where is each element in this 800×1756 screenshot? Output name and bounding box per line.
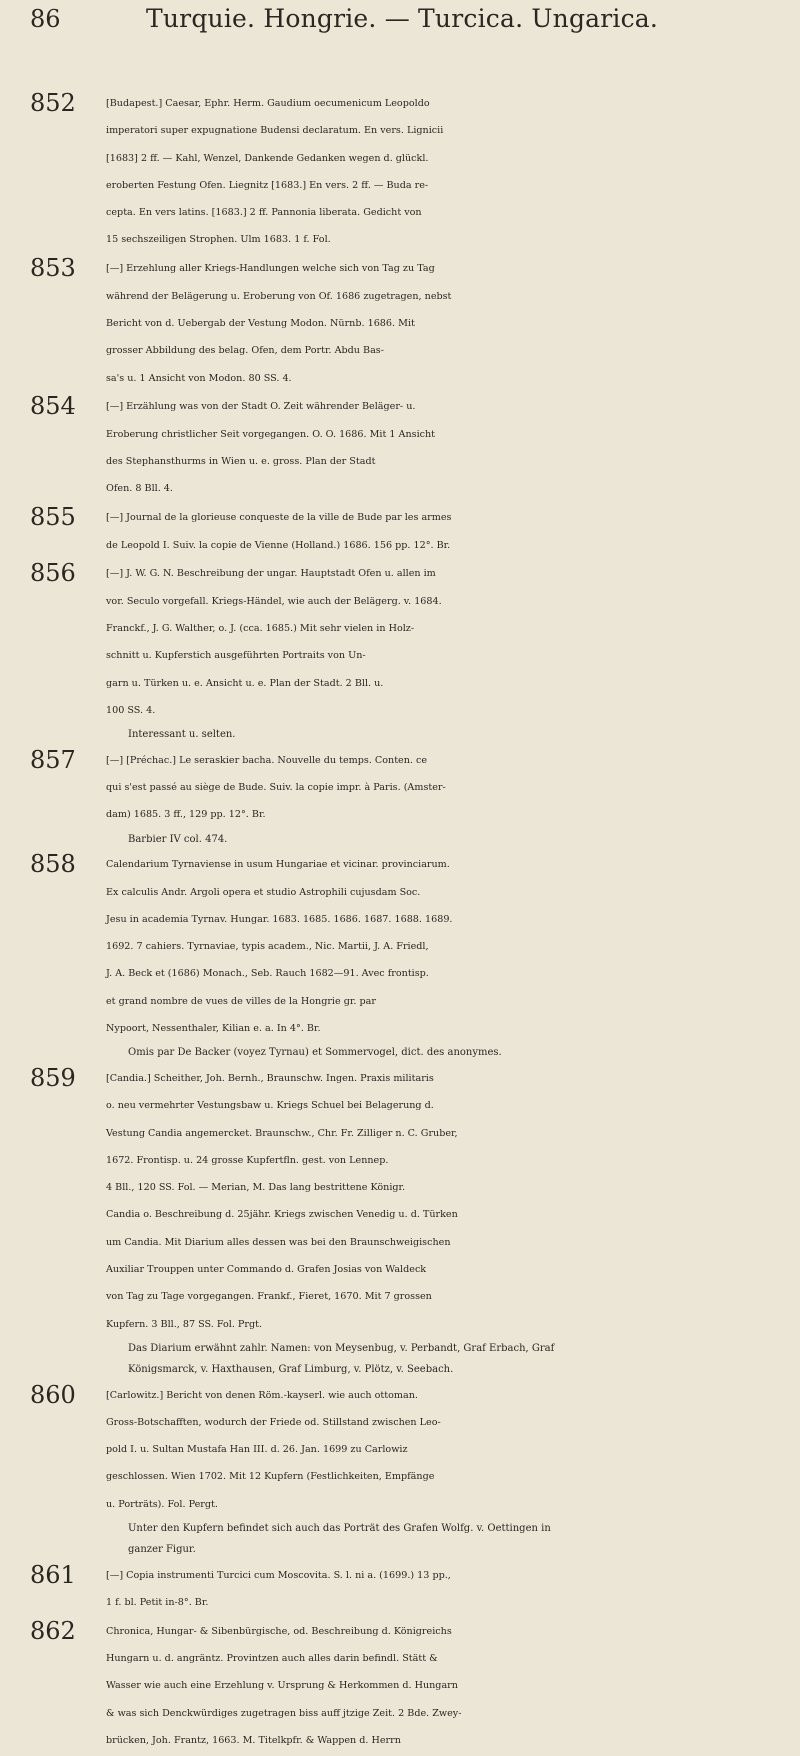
entry-text-line: Jesu in academia Tyrnav. Hungar. 1683. 1685. 1686. 1687. 1688. 1689. [106, 913, 453, 925]
entry-text-line: cepta. En vers latins. [1683.] 2 ff. Pannonia liberata. Gedicht von [106, 207, 422, 219]
entry-body [106, 1382, 776, 1560]
entry-text-line: des Stephansthurms in Wien u. e. gross. Plan der Stadt [106, 456, 376, 468]
entry-text-line: [—] [Préchac.] Le seraskier bacha. Nouvelle du temps. Conten. ce [106, 754, 428, 766]
entry-text-line: 1672. Frontisp. u. 24 grosse Kupfertfln. gest. von Lennep. [106, 1154, 389, 1166]
entry-body [106, 90, 776, 254]
entry-text-line: von Tag zu Tage vorgegangen. Frankf., Fieret, 1670. Mit 7 grossen [106, 1291, 432, 1303]
catalog-entry [0, 851, 800, 1063]
catalog-entries [0, 90, 800, 1756]
entry-text-line: eroberten Festung Ofen. Liegnitz [1683.] En vers. 2 ff. — Buda re- [106, 179, 429, 191]
entry-number: 861 [30, 1560, 76, 1589]
entry-text-line: garn u. Türken u. e. Ansicht u. e. Plan der Stadt. 2 Bll. u. [106, 677, 384, 689]
entry-text-line: imperatori super expugnatione Budensi declaratum. En vers. Lignicii [106, 125, 444, 137]
entry-text-line: [Budapest.] Caesar, Ephr. Herm. Gaudium oecumenicum Leopoldo [106, 98, 430, 109]
entry-body [106, 1065, 776, 1380]
entry-text-line: [—] J. W. G. N. Beschreibung der ungar. Hauptstadt Ofen u. allen im [106, 568, 436, 580]
entry-text-line: 1 f. bl. Petit in-8°. Br. [106, 1596, 209, 1608]
entry-text-line: 15 sechszeiligen Strophen. Ulm 1683. 1 f. Fol. [106, 234, 331, 246]
catalog-entry [0, 504, 800, 559]
entry-note: Königsmarck, v. Haxthausen, Graf Limburg, v. Plötz, v. Seebach. [128, 1363, 454, 1375]
entry-text-line: schnitt u. Kupferstich ausgeführten Portraits von Un- [106, 650, 366, 662]
catalog-entry [0, 1618, 800, 1754]
entry-body [106, 747, 776, 850]
entry-number: 857 [30, 745, 76, 774]
entry-number: 853 [30, 254, 76, 283]
entry-number: 860 [30, 1380, 76, 1409]
entry-text-line: u. Porträts). Fol. Pergt. [106, 1498, 218, 1510]
catalog-entry [0, 90, 800, 254]
entry-text-line: Eroberung christlicher Seit vorgegangen. O. O. 1686. Mit 1 Ansicht [106, 428, 436, 440]
entry-text-line: 1692. 7 cahiers. Tyrnaviae, typis academ., Nic. Martii, J. A. Friedl, [106, 941, 429, 953]
catalog-entry [0, 393, 800, 502]
entry-text-line: vor. Seculo vorgefall. Kriegs-Händel, wie auch der Belägerg. v. 1684. [106, 595, 442, 607]
page-header [0, 4, 800, 64]
entry-text-line: [—] Erzählung was von der Stadt O. Zeit währender Beläger- u. [106, 401, 416, 413]
entry-body [106, 1618, 776, 1754]
catalog-entry [0, 1065, 800, 1380]
entry-text-line: Hungarn u. d. angräntz. Provintzen auch alles darin befindl. Stätt & [106, 1653, 438, 1665]
entry-number: 856 [30, 559, 76, 588]
entry-text-line: J. A. Beck et (1686) Monach., Seb. Rauch 1682—91. Avec frontisp. [106, 968, 429, 980]
entry-number: 852 [30, 89, 76, 117]
entry-number: 858 [30, 850, 76, 879]
entry-text-line: Nypoort, Nessenthaler, Kilian e. a. In 4°. Br. [106, 1023, 321, 1035]
entry-text-line: um Candia. Mit Diarium alles dessen was bei den Braunschweigischen [106, 1236, 451, 1248]
entry-note: Barbier IV col. 474. [128, 833, 228, 845]
entry-text-line: Ex calculis Andr. Argoli opera et studio Astrophili cujusdam Soc. [106, 886, 421, 898]
entry-text-line: während der Belägerung u. Eroberung von Of. 1686 zugetragen, nebst [106, 290, 452, 302]
entry-text-line: dam) 1685. 3 ff., 129 pp. 12°. Br. [106, 809, 266, 821]
entry-text-line: grosser Abbildung des belag. Ofen, dem Portr. Abdu Bas- [106, 345, 384, 357]
entry-text-line: Chronica, Hungar- & Sibenbürgische, od. Beschreibung d. Königreichs [106, 1625, 452, 1637]
entry-text-line: de Leopold I. Suiv. la copie de Vienne (Holland.) 1686. 156 pp. 12°. Br. [106, 539, 451, 551]
entry-text-line: [Candia.] Scheither, Joh. Bernh., Braunschw. Ingen. Praxis militaris [106, 1072, 434, 1084]
running-title: Turquie. Hongrie. — Turcica. Ungarica. [146, 4, 659, 33]
entry-body [106, 504, 776, 559]
catalog-entry [0, 255, 800, 391]
entry-text-line: qui s'est passé au siège de Bude. Suiv. la copie impr. à Paris. (Amster- [106, 782, 446, 794]
entry-number: 862 [30, 1616, 76, 1645]
catalog-entry [0, 560, 800, 745]
entry-text-line: Calendarium Tyrnaviense in usum Hungariae et vicinar. provinciarum. [106, 859, 450, 871]
entry-text-line: [—] Erzehlung aller Kriegs-Handlungen welche sich von Tag zu Tag [106, 263, 435, 275]
entry-note: Omis par De Backer (voyez Tyrnau) et Sommervogel, dict. des anonymes. [128, 1047, 502, 1059]
entry-note: Das Diarium erwähnt zahlr. Namen: von Meysenbug, v. Perbandt, Graf Erbach, Graf [128, 1342, 555, 1354]
entry-text-line: [Carlowitz.] Bericht von denen Röm.-kayserl. wie auch ottoman. [106, 1389, 418, 1401]
entry-text-line: Auxiliar Trouppen unter Commando d. Grafen Josias von Waldeck [106, 1264, 427, 1276]
catalog-entry [0, 747, 800, 850]
entry-text-line: Bericht von d. Uebergab der Vestung Modon. Nürnb. 1686. Mit [106, 317, 415, 329]
entry-text-line: et grand nombre de vues de villes de la Hongrie gr. par [106, 995, 376, 1007]
entry-text-line: [—] Copia instrumenti Turcici cum Moscovita. S. l. ni a. (1699.) 13 pp., [106, 1569, 451, 1581]
entry-text-line: Franckf., J. G. Walther, o. J. (cca. 1685.) Mit sehr vielen in Holz- [106, 623, 415, 635]
entry-note: Interessant u. selten. [128, 729, 236, 741]
entry-text-line: Kupfern. 3 Bll., 87 SS. Fol. Prgt. [106, 1318, 263, 1330]
entry-text-line: pold I. u. Sultan Mustafa Han III. d. 26. Jan. 1699 zu Carlowiz [106, 1444, 408, 1456]
entry-text-line: sa's u. 1 Ansicht von Modon. 80 SS. 4. [106, 372, 292, 384]
entry-body [106, 560, 776, 745]
entry-text-line: & was sich Denckwürdiges zugetragen biss auff jtzige Zeit. 2 Bde. Zwey- [106, 1707, 462, 1719]
entry-text-line: 100 SS. 4. [106, 704, 156, 716]
entry-text-line: Gross-Botschafften, wodurch der Friede od. Stillstand zwischen Leo- [106, 1416, 441, 1428]
entry-number: 855 [30, 503, 76, 532]
entry-body [106, 1562, 776, 1617]
entry-text-line: [—] Journal de la glorieuse conqueste de la ville de Bude par les armes [106, 512, 452, 524]
entry-text-line: o. neu vermehrter Vestungsbaw u. Kriegs Schuel bei Belagerung d. [106, 1100, 434, 1112]
entry-text-line: Candia o. Beschreibung d. 25jähr. Kriegs zwischen Venedig u. d. Türken [106, 1209, 458, 1221]
entry-body [106, 393, 776, 502]
entry-body [106, 255, 776, 391]
entry-text-line: geschlossen. Wien 1702. Mit 12 Kupfern (Festlichkeiten, Empfänge [106, 1471, 435, 1483]
entry-text-line: 4 Bll., 120 SS. Fol. — Merian, M. Das lang bestrittene Königr. [106, 1182, 406, 1194]
entry-number: 859 [30, 1063, 76, 1092]
catalog-entry [0, 1382, 800, 1560]
catalog-entry [0, 1562, 800, 1617]
entry-note: Unter den Kupfern befindet sich auch das Porträt des Grafen Wolfg. v. Oettingen in [128, 1523, 551, 1534]
entry-body [106, 851, 776, 1063]
entry-text-line: brücken, Joh. Frantz, 1663. M. Titelkpfr. & Wappen d. Herrn [106, 1734, 401, 1746]
entry-text-line: Ofen. 8 Bll. 4. [106, 483, 173, 495]
entry-note: ganzer Figur. [128, 1544, 196, 1555]
entry-text-line: Vestung Candia angemercket. Braunschw., Chr. Fr. Zilliger n. C. Gruber, [106, 1127, 458, 1139]
entry-text-line: Wasser wie auch eine Erzehlung v. Ursprung & Herkommen d. Hungarn [106, 1680, 458, 1692]
page-number: 86 [30, 5, 61, 33]
entry-text-line: [1683] 2 ff. — Kahl, Wenzel, Dankende Gedanken wegen d. glückl. [106, 152, 429, 164]
entry-number: 854 [30, 392, 76, 421]
